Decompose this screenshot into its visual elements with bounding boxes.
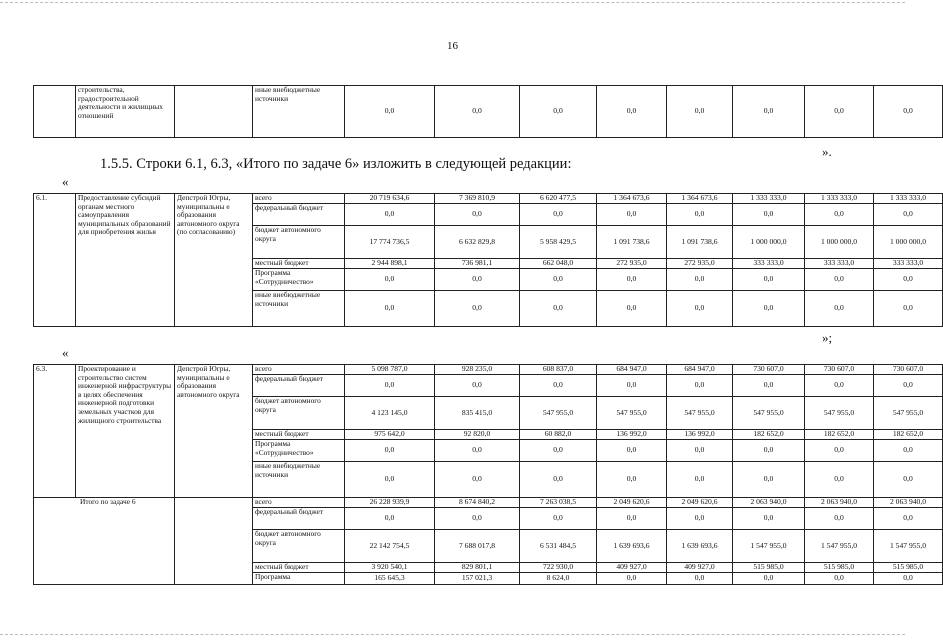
row-number: 6.3. xyxy=(34,365,76,498)
amount-cell: 92 820,0 xyxy=(435,430,520,440)
amount-cell: 6 531 484,5 xyxy=(520,530,597,563)
amount-cell: 272 935,0 xyxy=(667,259,733,269)
funding-source-label: федеральный бюджет xyxy=(253,375,345,397)
amount-cell: 0,0 xyxy=(597,86,667,138)
amount-cell: 0,0 xyxy=(520,440,597,462)
funding-source-label: федеральный бюджет xyxy=(253,508,345,530)
amount-cell: 0,0 xyxy=(667,440,733,462)
amount-cell: 0,0 xyxy=(733,440,805,462)
amount-cell: 8 674 840,2 xyxy=(435,498,520,508)
funding-source-label: Программа «Сотрудничество» xyxy=(253,440,345,462)
funding-source-label: бюджет автономного округа xyxy=(253,226,345,259)
amount-cell: 0,0 xyxy=(435,462,520,498)
amount-cell: 0,0 xyxy=(597,204,667,226)
funding-source-label: всего xyxy=(253,365,345,375)
amount-cell: 0,0 xyxy=(805,573,874,585)
funding-source-label: бюджет автономного округа xyxy=(253,397,345,430)
amount-cell: 0,0 xyxy=(345,86,435,138)
table-row-6-1 xyxy=(33,193,943,327)
amount-cell: 515 985,0 xyxy=(874,563,943,573)
amount-cell: 0,0 xyxy=(874,375,943,397)
amount-cell: 7 369 810,9 xyxy=(435,194,520,204)
amount-cell: 547 955,0 xyxy=(520,397,597,430)
amount-cell: 0,0 xyxy=(597,440,667,462)
amount-cell: 2 063 940,0 xyxy=(874,498,943,508)
amount-cell: 662 048,0 xyxy=(520,259,597,269)
amount-cell: 608 837,0 xyxy=(520,365,597,375)
amount-cell: 0,0 xyxy=(733,269,805,291)
amount-cell: 1 639 693,6 xyxy=(667,530,733,563)
amount-cell: 0,0 xyxy=(520,86,597,138)
subtotal-name: Итого по задаче 6 xyxy=(34,498,175,585)
amount-cell: 0,0 xyxy=(597,375,667,397)
amount-cell: 1 333 333,0 xyxy=(733,194,805,204)
amount-cell: 409 927,0 xyxy=(667,563,733,573)
amount-cell: 26 228 939,9 xyxy=(345,498,435,508)
funding-source-label: федеральный бюджет xyxy=(253,204,345,226)
amount-cell: 0,0 xyxy=(435,269,520,291)
amount-cell: 2 944 898,1 xyxy=(345,259,435,269)
amount-cell: 0,0 xyxy=(435,508,520,530)
funding-source-label: иные внебюджетные источники xyxy=(253,462,345,498)
amount-cell: 515 985,0 xyxy=(805,563,874,573)
amount-cell: 0,0 xyxy=(597,462,667,498)
amount-cell: 0,0 xyxy=(520,291,597,327)
amount-cell: 0,0 xyxy=(435,375,520,397)
amount-cell: 333 333,0 xyxy=(733,259,805,269)
amount-cell: 0,0 xyxy=(874,86,943,138)
amount-cell: 975 642,0 xyxy=(345,430,435,440)
amount-cell: 0,0 xyxy=(667,508,733,530)
amount-cell: 684 947,0 xyxy=(667,365,733,375)
amount-cell: 0,0 xyxy=(733,508,805,530)
amount-cell: 0,0 xyxy=(805,440,874,462)
amount-cell: 1 091 738,6 xyxy=(667,226,733,259)
amount-cell: 182 652,0 xyxy=(874,430,943,440)
opening-quote-2: « xyxy=(62,345,69,360)
source-row xyxy=(34,498,943,508)
activity-name: Проектирование и строительство систем инженерной инфраструктуры в целях обеспечения инженерной подготовки земельных участков для жилищного строительства xyxy=(76,365,175,498)
amount-cell: 0,0 xyxy=(435,86,520,138)
amount-cell: 0,0 xyxy=(733,573,805,585)
amount-cell: 0,0 xyxy=(345,440,435,462)
amount-cell: 20 719 634,6 xyxy=(345,194,435,204)
amount-cell: 730 607,0 xyxy=(874,365,943,375)
amount-cell: 2 049 620,6 xyxy=(597,498,667,508)
amount-cell: 0,0 xyxy=(345,269,435,291)
source-row xyxy=(34,194,943,204)
amount-cell: 0,0 xyxy=(667,291,733,327)
funding-source-label: местный бюджет xyxy=(253,563,345,573)
amount-cell: 0,0 xyxy=(874,291,943,327)
funding-source-label: всего xyxy=(253,498,345,508)
amount-cell: 0,0 xyxy=(733,204,805,226)
amount-cell: 1 000 000,0 xyxy=(733,226,805,259)
source-row xyxy=(34,365,943,375)
amount-cell: 736 981,1 xyxy=(435,259,520,269)
amount-cell: 0,0 xyxy=(805,375,874,397)
amount-cell: 730 607,0 xyxy=(733,365,805,375)
amount-cell: 0,0 xyxy=(874,462,943,498)
amount-cell: 4 123 145,0 xyxy=(345,397,435,430)
amount-cell: 928 235,0 xyxy=(435,365,520,375)
amount-cell: 157 021,3 xyxy=(435,573,520,585)
funding-source-label: бюджет автономного округа xyxy=(253,530,345,563)
amount-cell: 0,0 xyxy=(435,440,520,462)
amount-cell: 22 142 754,5 xyxy=(345,530,435,563)
amount-cell: 3 920 540,1 xyxy=(345,563,435,573)
amount-cell: 5 098 787,0 xyxy=(345,365,435,375)
amount-cell: 7 688 017,8 xyxy=(435,530,520,563)
amount-cell: 547 955,0 xyxy=(733,397,805,430)
amount-cell: 1 333 333,0 xyxy=(805,194,874,204)
funding-source-label: всего xyxy=(253,194,345,204)
amount-cell: 0,0 xyxy=(805,291,874,327)
amount-cell: 2 049 620,6 xyxy=(667,498,733,508)
amount-cell: 0,0 xyxy=(435,291,520,327)
funding-source-label: Программа xyxy=(253,573,345,585)
amount-cell: 547 955,0 xyxy=(597,397,667,430)
amount-cell: 547 955,0 xyxy=(667,397,733,430)
amount-cell: 0,0 xyxy=(874,573,943,585)
funding-source-label: местный бюджет xyxy=(253,259,345,269)
amount-cell: 722 930,0 xyxy=(520,563,597,573)
activity-name: Предоставление субсидий органам местного самоуправления муниципальных образований для приобретения жилья xyxy=(76,194,175,327)
section-heading: 1.5.5. Строки 6.1, 6.3, «Итого по задаче 6» изложить в следующей редакции: xyxy=(100,156,572,172)
amount-cell: 0,0 xyxy=(874,508,943,530)
amount-cell: 835 415,0 xyxy=(435,397,520,430)
amount-cell: 829 801,1 xyxy=(435,563,520,573)
funding-source-label: Программа «Сотрудничество» xyxy=(253,269,345,291)
amount-cell: 0,0 xyxy=(667,462,733,498)
amount-cell: 0,0 xyxy=(520,462,597,498)
amount-cell: 272 935,0 xyxy=(597,259,667,269)
amount-cell: 0,0 xyxy=(520,269,597,291)
funding-source-label: иные внебюджетные источники xyxy=(253,291,345,327)
table-fragment-top xyxy=(33,85,943,138)
amount-cell: 730 607,0 xyxy=(805,365,874,375)
funding-source-label: иные внебюджетные источники xyxy=(253,86,345,138)
table-row-6-3 xyxy=(33,364,943,585)
amount-cell: 0,0 xyxy=(597,269,667,291)
amount-cell: 60 882,0 xyxy=(520,430,597,440)
amount-cell: 0,0 xyxy=(345,462,435,498)
amount-cell: 8 624,0 xyxy=(520,573,597,585)
amount-cell: 165 645,3 xyxy=(345,573,435,585)
funding-source-label: местный бюджет xyxy=(253,430,345,440)
amount-cell: 0,0 xyxy=(805,462,874,498)
executor xyxy=(175,86,253,138)
amount-cell: 1 000 000,0 xyxy=(805,226,874,259)
amount-cell: 0,0 xyxy=(874,204,943,226)
amount-cell: 6 620 477,5 xyxy=(520,194,597,204)
activity-name: строительства, градостроительной деятельности и жилищных отношений xyxy=(76,86,175,138)
amount-cell: 0,0 xyxy=(597,508,667,530)
amount-cell: 333 333,0 xyxy=(874,259,943,269)
amount-cell: 0,0 xyxy=(874,440,943,462)
amount-cell: 0,0 xyxy=(805,86,874,138)
executor: Депстрой Югры, муниципальны е образования автономного округа (по согласованию) xyxy=(175,194,253,327)
amount-cell: 0,0 xyxy=(345,204,435,226)
amount-cell: 0,0 xyxy=(345,291,435,327)
amount-cell: 136 992,0 xyxy=(667,430,733,440)
amount-cell: 0,0 xyxy=(733,291,805,327)
amount-cell: 0,0 xyxy=(733,375,805,397)
amount-cell: 547 955,0 xyxy=(874,397,943,430)
amount-cell: 6 632 829,8 xyxy=(435,226,520,259)
amount-cell: 17 774 736,5 xyxy=(345,226,435,259)
amount-cell: 0,0 xyxy=(805,204,874,226)
amount-cell: 1 333 333,0 xyxy=(874,194,943,204)
amount-cell: 1 547 955,0 xyxy=(733,530,805,563)
row-number: 6.1. xyxy=(34,194,76,327)
amount-cell: 0,0 xyxy=(597,291,667,327)
amount-cell: 182 652,0 xyxy=(805,430,874,440)
executor: Депстрой Югры, муниципальны е образования автономного округа xyxy=(175,365,253,498)
amount-cell: 0,0 xyxy=(520,508,597,530)
bottom-scan-edge xyxy=(0,634,905,635)
amount-cell: 1 364 673,6 xyxy=(597,194,667,204)
amount-cell: 409 927,0 xyxy=(597,563,667,573)
amount-cell: 0,0 xyxy=(597,573,667,585)
amount-cell: 0,0 xyxy=(805,508,874,530)
closing-quote-2: »; xyxy=(822,330,833,345)
amount-cell: 1 639 693,6 xyxy=(597,530,667,563)
source-row xyxy=(34,86,943,138)
amount-cell: 0,0 xyxy=(733,462,805,498)
amount-cell: 7 263 038,5 xyxy=(520,498,597,508)
amount-cell: 182 652,0 xyxy=(733,430,805,440)
amount-cell: 0,0 xyxy=(733,86,805,138)
amount-cell: 0,0 xyxy=(520,375,597,397)
amount-cell: 5 958 429,5 xyxy=(520,226,597,259)
executor-cell xyxy=(175,498,253,585)
amount-cell: 333 333,0 xyxy=(805,259,874,269)
row-number xyxy=(34,86,76,138)
amount-cell: 2 063 940,0 xyxy=(733,498,805,508)
amount-cell: 1 091 738,6 xyxy=(597,226,667,259)
amount-cell: 0,0 xyxy=(667,269,733,291)
amount-cell: 1 000 000,0 xyxy=(874,226,943,259)
amount-cell: 0,0 xyxy=(667,204,733,226)
amount-cell: 2 063 940,0 xyxy=(805,498,874,508)
top-scan-edge xyxy=(0,2,905,3)
amount-cell: 0,0 xyxy=(874,269,943,291)
amount-cell: 0,0 xyxy=(667,86,733,138)
opening-quote-1: « xyxy=(62,174,69,189)
amount-cell: 684 947,0 xyxy=(597,365,667,375)
amount-cell: 0,0 xyxy=(435,204,520,226)
amount-cell: 0,0 xyxy=(520,204,597,226)
amount-cell: 515 985,0 xyxy=(733,563,805,573)
amount-cell: 0,0 xyxy=(667,375,733,397)
amount-cell: 1 547 955,0 xyxy=(874,530,943,563)
amount-cell: 136 992,0 xyxy=(597,430,667,440)
amount-cell: 0,0 xyxy=(667,573,733,585)
page-number: 16 xyxy=(447,40,458,52)
amount-cell: 1 364 673,6 xyxy=(667,194,733,204)
closing-quote-1: ». xyxy=(822,144,832,159)
amount-cell: 1 547 955,0 xyxy=(805,530,874,563)
amount-cell: 547 955,0 xyxy=(805,397,874,430)
amount-cell: 0,0 xyxy=(345,375,435,397)
amount-cell: 0,0 xyxy=(805,269,874,291)
amount-cell: 0,0 xyxy=(345,508,435,530)
